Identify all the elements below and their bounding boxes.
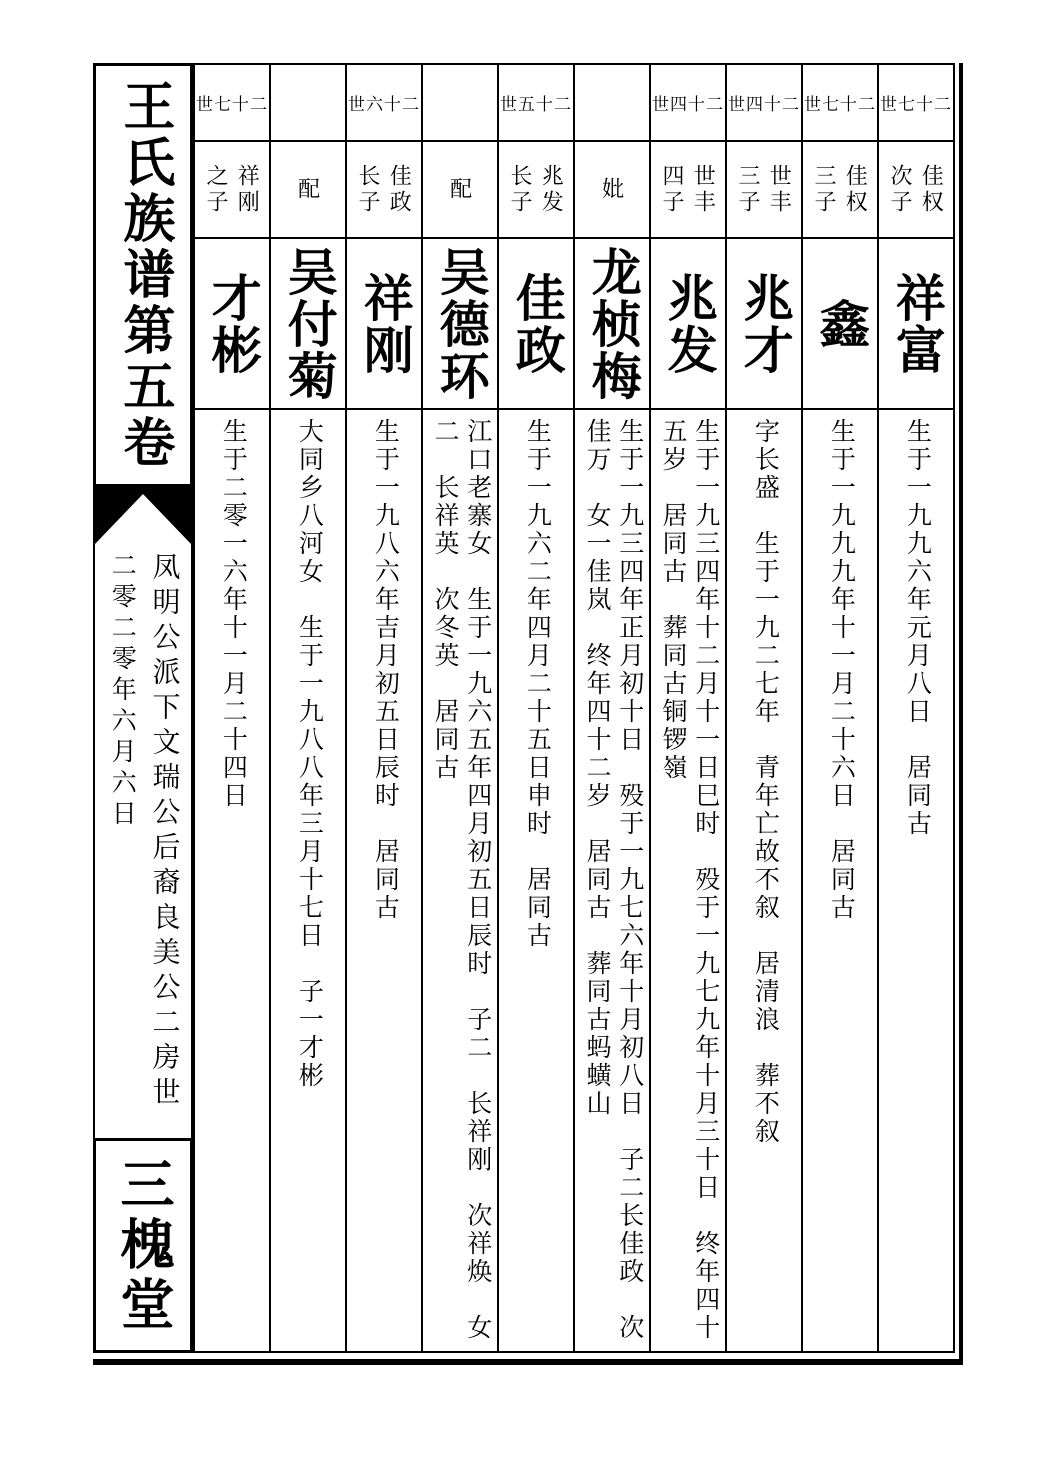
table-column — [575, 65, 651, 1351]
name-cell — [195, 239, 269, 410]
relation-text-line: 配 — [295, 176, 321, 203]
bio-cell — [423, 410, 497, 1351]
bio-cell — [803, 410, 877, 1351]
relation-cell — [347, 142, 421, 239]
relation-cell — [803, 142, 877, 239]
relation-text-line: 四子 — [660, 163, 685, 216]
relation-cell — [727, 142, 801, 239]
relation-cell — [195, 142, 269, 239]
name-cell — [803, 239, 877, 410]
relation-text-line: 长子 — [356, 163, 381, 216]
relation-text-line: 长子 — [508, 163, 533, 216]
generation-cell: 世四十二 — [651, 65, 725, 142]
relation-cell — [575, 142, 649, 239]
person-name: 佳政 — [508, 271, 565, 376]
generation-cell — [575, 65, 649, 142]
name-cell — [499, 239, 573, 410]
bio-text-line: 佳万 女一佳岚 终年四十二岁 居同古 葬同古蚂蟥山 — [583, 418, 610, 1118]
name-cell — [347, 239, 421, 410]
table-column — [347, 65, 423, 1351]
person-name: 才彬 — [204, 271, 261, 376]
table-column — [651, 65, 727, 1351]
bio-cell — [499, 410, 573, 1351]
lineage-note: 凤明公派下文瑞公后裔良美公二房世 — [148, 552, 180, 1112]
bio-text-line: 江口老寨女 生于一九六五年四月初五日辰时 子二 长祥刚 次祥焕 女 — [463, 418, 491, 1342]
date-note: 二零二零年六月六日 — [108, 552, 136, 831]
relation-text-line: 三子 — [736, 163, 761, 216]
relation-cell — [499, 142, 573, 239]
person-name: 吴付菊 — [280, 245, 337, 402]
generation-cell: 世五十二 — [499, 65, 573, 142]
ribbon-notch — [95, 494, 191, 544]
name-cell — [651, 239, 725, 410]
table-column — [195, 65, 271, 1351]
relation-text-line: 兆发 — [539, 163, 565, 216]
bio-cell — [347, 410, 421, 1351]
volume-title: 王氏族谱第五卷 — [114, 79, 172, 471]
generation-cell — [271, 65, 345, 142]
generation-cell: 世七十二 — [803, 65, 877, 142]
ribbon-marker — [93, 487, 193, 544]
bio-cell — [879, 410, 953, 1351]
person-name: 兆才 — [736, 271, 793, 376]
relation-text-line: 之子 — [204, 163, 229, 216]
bio-text-line: 生于一九八六年吉月初五日辰时 居同古 — [371, 418, 399, 922]
genealogy-table — [193, 63, 955, 1353]
name-cell — [879, 239, 953, 410]
person-name: 祥富 — [888, 271, 945, 376]
person-name: 鑫 — [812, 297, 869, 350]
relation-cell — [879, 142, 953, 239]
relation-text-line: 妣 — [599, 176, 625, 203]
bio-text-line: 生于一九九九年十一月二十六日 居同古 — [827, 418, 855, 922]
bio-text-line: 生于一九九六年元月八日 居同古 — [903, 418, 931, 838]
name-cell — [727, 239, 801, 410]
relation-cell — [651, 142, 725, 239]
name-cell — [423, 239, 497, 410]
generation-cell: 世七十二 — [195, 65, 269, 142]
hall-name-box — [93, 1138, 193, 1353]
bio-cell — [575, 410, 649, 1351]
generation-cell: 世七十二 — [879, 65, 953, 142]
bio-text-line: 生于二零一六年十一月二十四日 — [219, 418, 247, 810]
relation-text-line: 世丰 — [691, 163, 717, 216]
bio-text-line: 生于一九三四年正月初十日 殁于一九七六年十月初八日 子二长佳政 次 — [615, 418, 643, 1342]
lineage-note-area — [93, 544, 193, 1138]
person-name: 祥刚 — [356, 271, 413, 376]
relation-text-line: 三子 — [812, 163, 837, 216]
table-column — [499, 65, 575, 1351]
bio-text-line: 大同乡八河女 生于一九八八年三月十七日 子一才彬 — [295, 418, 323, 1090]
relation-text-line: 祥刚 — [235, 163, 261, 216]
bio-text-line: 五岁 居同古 葬同古铜锣嶺 — [659, 418, 686, 782]
bio-cell — [727, 410, 801, 1351]
relation-cell — [271, 142, 345, 239]
person-name: 兆发 — [660, 271, 717, 376]
table-column — [879, 65, 953, 1351]
relation-text-line: 佳权 — [919, 163, 945, 216]
relation-text-line: 佳权 — [843, 163, 869, 216]
table-column — [271, 65, 347, 1351]
person-name: 龙桢梅 — [584, 245, 641, 402]
volume-title-box — [93, 63, 193, 487]
bio-cell — [195, 410, 269, 1351]
bio-text-line: 二 长祥英 次冬英 居同古 — [431, 418, 458, 782]
table-column — [803, 65, 879, 1351]
hall-name: 三槐堂 — [113, 1155, 174, 1336]
bio-cell — [271, 410, 345, 1351]
generation-cell: 世四十二 — [727, 65, 801, 142]
table-column — [727, 65, 803, 1351]
bio-text-line: 生于一九六二年四月二十五日申时 居同古 — [523, 418, 551, 950]
generation-cell: 世六十二 — [347, 65, 421, 142]
bio-text-line: 字长盛 生于一九二七年 青年亡故不叙 居清浪 葬不叙 — [751, 418, 779, 1146]
outer-bottom-rule — [93, 1359, 963, 1365]
generation-cell — [423, 65, 497, 142]
bio-text-line: 生于一九三四年十二月十一日巳时 殁于一九七九年十月三十日 终年四十 — [691, 418, 719, 1342]
outer-right-rule — [959, 63, 963, 1359]
table-column — [423, 65, 499, 1351]
name-cell — [575, 239, 649, 410]
bio-cell — [651, 410, 725, 1351]
relation-text-line: 配 — [447, 176, 473, 203]
relation-text-line: 佳政 — [387, 163, 413, 216]
name-cell — [271, 239, 345, 410]
relation-cell — [423, 142, 497, 239]
person-name: 吴德环 — [432, 245, 489, 402]
relation-text-line: 世丰 — [767, 163, 793, 216]
relation-text-line: 次子 — [888, 163, 913, 216]
